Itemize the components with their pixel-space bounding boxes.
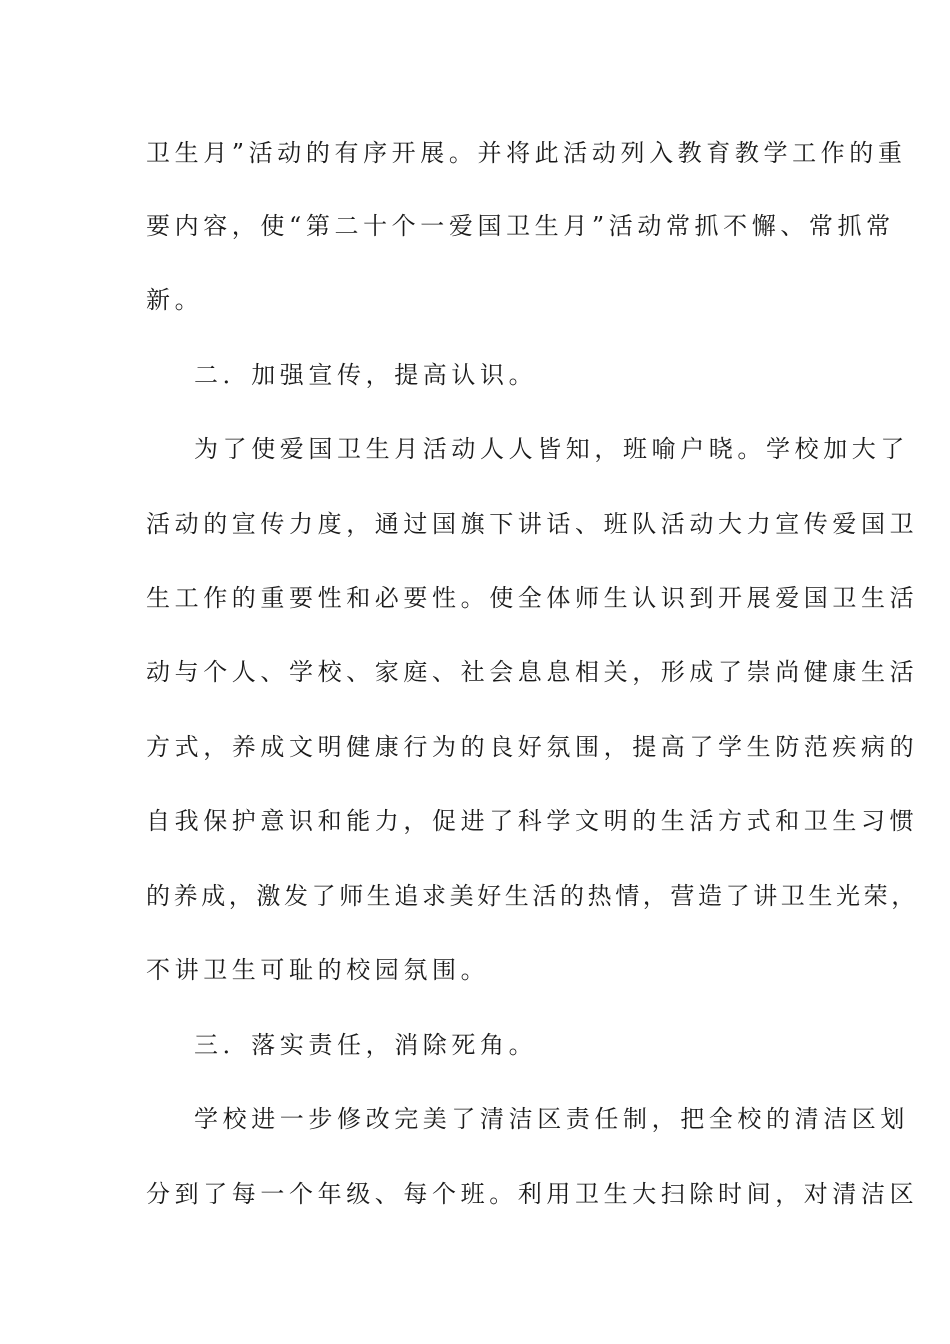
text-line: 的养成，激发了师生追求美好生活的热情，营造了讲卫生光荣， [146,882,919,910]
text-line: 不讲卫生可耻的校园氛围。 [146,956,490,984]
text-line: 学校进一步修改完美了清洁区责任制，把全校的清洁区划 [194,1105,909,1133]
text-line: 新。 [146,286,204,314]
text-line: 动与个人、学校、家庭、社会息息相关，形成了崇尚健康生活 [146,658,919,686]
section-heading: 二．加强宣传，提高认识。 [194,361,538,389]
text-line: 分到了每一个年级、每个班。利用卫生大扫除时间，对清洁区 [146,1180,919,1208]
text-line: 为了使爱国卫生月活动人人皆知，班喻户晓。学校加大了 [194,435,909,463]
text-line: 卫生月”活动的有序开展。并将此活动列入教育教学工作的重 [146,139,907,167]
text-line: 活动的宣传力度，通过国旗下讲话、班队活动大力宣传爱国卫 [146,510,919,538]
text-line: 要内容，使“第二十个一爱国卫生月”活动常抓不懈、常抓常 [146,212,895,240]
text-line: 生工作的重要性和必要性。使全体师生认识到开展爱国卫生活 [146,584,919,612]
text-line: 方式，养成文明健康行为的良好氛围，提高了学生防范疾病的 [146,733,919,761]
section-heading: 三．落实责任，消除死角。 [194,1031,538,1059]
text-line: 自我保护意识和能力，促进了科学文明的生活方式和卫生习惯 [146,807,919,835]
